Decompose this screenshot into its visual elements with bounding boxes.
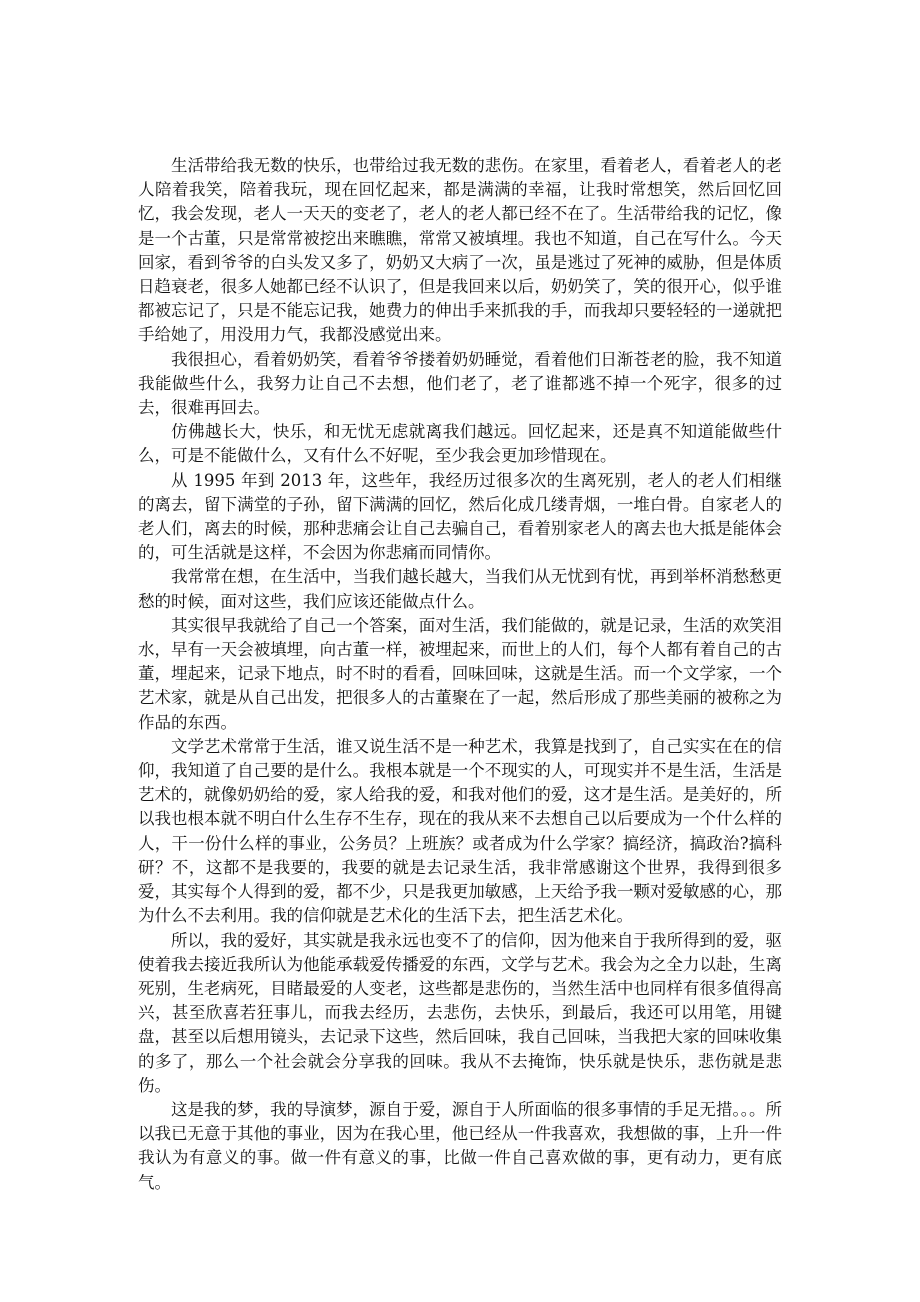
paragraph-8: 所以，我的爱好，其实就是我永远也变不了的信仰，因为他来自于我所得到的爱，驱使着我去接近我所认为他能承载爱传播爱的东西，文学与艺术。我会为之全力以赴，生离死别，生老病死，目睹最爱的人变老，这些都是悲伤的，当然生活中也同样有很多值得高兴，甚至欣喜若狂事儿，而我去经历，去悲伤，去快乐，到最后，我还可以用笔，用键盘，甚至以后想用镜头，去记录下这些，然后回味，我自己回味，当我把大家的回味收集的多了，那么一个社会就会分享我的回味。我从不去掩饰，快乐就是快乐，悲伤就是悲伤。 (138, 930, 782, 1095)
paragraph-3: 仿佛越长大，快乐，和无忧无虑就离我们越远。回忆起来，还是真不知道能做些什么，可是不能做什么，又有什么不好呢，至少我会更加珍惜现在。 (138, 422, 782, 466)
paragraph-9: 这是我的梦，我的导演梦，源自于爱，源自于人所面临的很多事情的手足无措。。。所以我已无意于其他的事业，因为在我心里，他已经从一件我喜欢，我想做的事，上升一件我认为有意义的事。做一件有意义的事，比做一件自己喜欢做的事，更有动力，更有底气。 (138, 1099, 782, 1192)
paragraph-5: 我常常在想，在生活中，当我们越长越大，当我们从无忧到有忧，再到举杯消愁愁更愁的时候，面对这些，我们应该还能做点什么。 (138, 567, 782, 611)
paragraph-6: 其实很早我就给了自己一个答案，面对生活，我们能做的，就是记录，生活的欢笑泪水，早有一天会被填埋，向古董一样，被埋起来，而世上的人们，每个人都有着自己的古董，埋起来，记录下地点，时不时的看看，回味回味，这就是生活。而一个文学家，一个艺术家，就是从自己出发，把很多人的古董聚在了一起，然后形成了那些美丽的被称之为作品的东西。 (138, 615, 782, 732)
essay-body (138, 154, 782, 1195)
paragraph-4: 从 1995 年到 2013 年，这些年，我经历过很多次的生离死别，老人的老人们相继的离去，留下满堂的子孙，留下满满的回忆，然后化成几缕青烟，一堆白骨。自家老人的老人们，离去的时候，那种悲痛会让自己去骗自己，看着别家老人的离去也大抵是能体会的，可生活就是这样，不会因为你悲痛而同情你。 (138, 470, 782, 563)
paragraph-1: 生活带给我无数的快乐，也带给过我无数的悲伤。在家里，看着老人，看着老人的老人陪着我笑，陪着我玩，现在回忆起来，都是满满的幸福，让我时常想笑，然后回忆回忆，我会发现，老人一天天的变老了，老人的老人都已经不在了。生活带给我的记忆，像是一个古董，只是常常被挖出来瞧瞧，常常又被填埋。我也不知道，自己在写什么。今天回家，看到爷爷的白头发又多了，奶奶又大病了一次，虽是逃过了死神的威胁，但是体质日趋衰老，很多人她都已经不认识了，但是我回来以后，奶奶笑了，笑的很开心，似乎谁都被忘记了，只是不能忘记我，她费力的伸出手来抓我的手，而我却只要轻轻的一递就把手给她了，用没用力气，我都没感觉出来。 (138, 156, 782, 345)
paragraph-2: 我很担心，看着奶奶笑，看着爷爷搂着奶奶睡觉，看着他们日渐苍老的脸，我不知道我能做些什么，我努力让自己不去想，他们老了，老了谁都逃不掉一个死字，很多的过去，很难再回去。 (138, 349, 782, 418)
paragraph-7: 文学艺术常常于生活，谁又说生活不是一种艺术，我算是找到了，自己实实在在的信仰，我知道了自己要的是什么。我根本就是一个不现实的人，可现实并不是生活，生活是艺术的，就像奶奶给的爱，家人给我的爱，和我对他们的爱，这才是生活。是美好的，所以我也根本就不明白什么生存不生存，现在的我从来不去想自己以后要成为一个什么样的人，干一份什么样的事业，公务员？上班族？或者成为什么学家？搞经济，搞政治?搞科研？不，这都不是我要的，我要的就是去记录生活，我非常感谢这个世界，我得到很多爱，其实每个人得到的爱，都不少，只是我更加敏感，上天给予我一颗对爱敏感的心，那为什么不去利用。我的信仰就是艺术化的生活下去，把生活艺术化。 (138, 736, 782, 926)
